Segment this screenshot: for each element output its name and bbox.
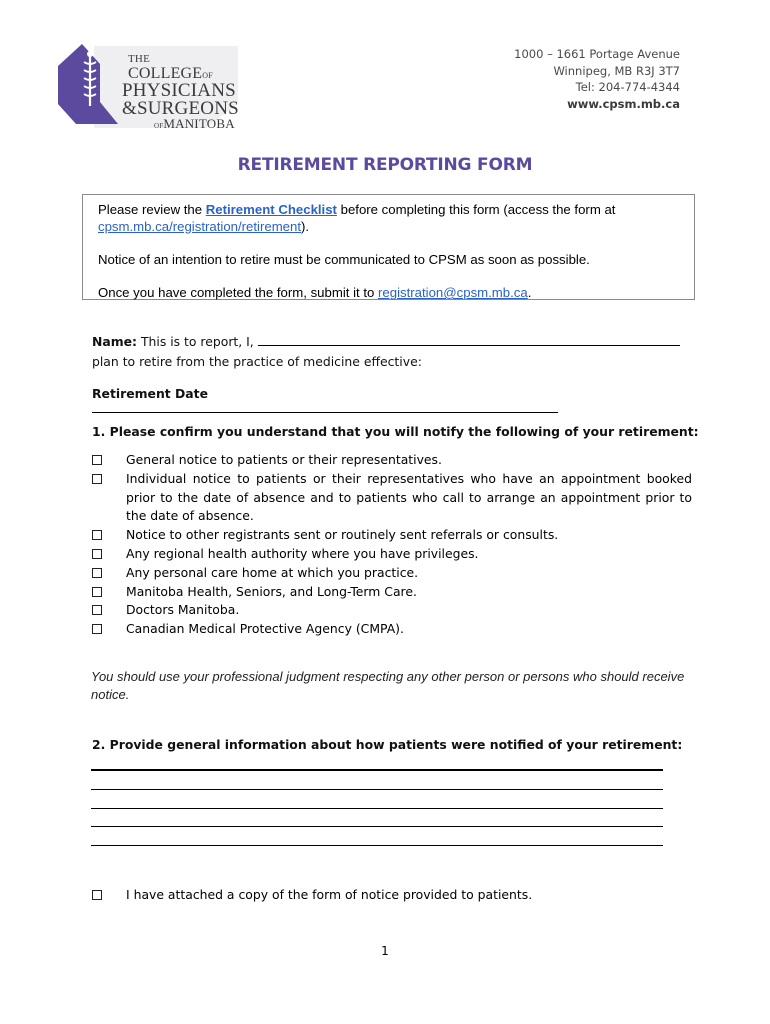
instructions-paragraph-1 (98, 201, 680, 235)
answer-line (91, 789, 663, 808)
checkbox[interactable] (92, 587, 102, 597)
name-field[interactable] (258, 334, 680, 346)
attachment-checkbox[interactable] (92, 890, 102, 900)
list-item-text: Individual notice to patients or their representatives who have an appointment booked prior to the date of absence and to patients who call to arrange an appointment prior to the date of absence. (126, 470, 692, 524)
instructions-paragraph-2: Notice of an intention to retire must be communicated to CPSM as soon as possible. (98, 252, 590, 267)
instructions-box (82, 194, 695, 300)
logo-surgeons: &SURGEONS (122, 98, 239, 119)
notification-checklist (92, 451, 692, 639)
attachment-text: I have attached a copy of the form of notice provided to patients. (126, 887, 533, 902)
answer-line (91, 808, 663, 827)
instructions-text: Please review the (98, 202, 206, 217)
notification-details-field[interactable] (91, 769, 663, 864)
address-website[interactable]: www.cpsm.mb.ca (567, 96, 680, 111)
list-item-text: Manitoba Health, Seniors, and Long-Term Care. (126, 583, 417, 599)
answer-line (91, 845, 663, 864)
address-line-2: Winnipeg, MB R3J 3T7 (553, 63, 680, 78)
retire-statement: plan to retire from the practice of medicine effective: (92, 354, 422, 369)
address-line-1: 1000 – 1661 Portage Avenue (514, 47, 680, 61)
logo-the: THE (128, 53, 150, 65)
checkbox[interactable] (92, 530, 102, 540)
attachment-confirmation (92, 886, 706, 905)
retirement-date-row (92, 386, 672, 416)
list-item-text: General notice to patients or their representatives. (126, 452, 442, 467)
instructions-text: before completing this form (access the form at (336, 202, 616, 217)
name-label: Name: (92, 334, 138, 349)
checkbox[interactable] (92, 455, 102, 465)
list-item (92, 601, 692, 620)
logo-of-2: OF (154, 122, 164, 130)
question-1-heading: 1. Please confirm you understand that you will notify the following of your retirement: (92, 424, 699, 439)
checkbox[interactable] (92, 549, 102, 559)
checkbox[interactable] (92, 568, 102, 578)
retirement-date-label: Retirement Date (92, 386, 208, 401)
list-item-text: Any personal care home at which you practice. (126, 564, 419, 580)
retirement-checklist-link[interactable]: Retirement Checklist (205, 202, 337, 217)
checkbox[interactable] (92, 474, 102, 484)
list-item (92, 564, 692, 583)
registration-email-link[interactable]: registration@cpsm.mb.ca (378, 285, 528, 300)
instructions-text: . (527, 285, 532, 300)
address-phone: Tel: 204-774-4344 (575, 80, 680, 94)
list-item-text: Any regional health authority where you have privileges. (126, 545, 479, 561)
page-title: RETIREMENT REPORTING FORM (237, 155, 533, 175)
instructions-text: Once you have completed the form, submit it to (98, 285, 379, 300)
instructions-paragraph-3 (98, 284, 680, 301)
list-item (92, 545, 692, 564)
list-item-text: Canadian Medical Protective Agency (CMPA). (126, 621, 404, 637)
checkbox[interactable] (92, 605, 102, 615)
list-item (92, 470, 692, 526)
logo-college: COLLEGE (128, 65, 203, 82)
name-text: This is to report, I, (137, 334, 258, 349)
list-item (92, 620, 692, 639)
list-item-text: Notice to other registrants sent or routinely sent referrals or consults. (126, 527, 559, 543)
address-block (514, 46, 680, 112)
cpsm-logo (56, 44, 246, 130)
logo-physicians: PHYSICIANS (122, 80, 236, 101)
checkbox[interactable] (92, 624, 102, 634)
retirement-form-url-link[interactable]: cpsm.mb.ca/registration/retirement (98, 219, 302, 234)
answer-line (91, 770, 663, 789)
list-item-text: Doctors Manitoba. (126, 602, 240, 618)
answer-line (91, 826, 663, 845)
list-item (92, 451, 692, 470)
instructions-text: ). (301, 219, 310, 234)
page-number: 1 (381, 944, 389, 958)
list-item (92, 526, 692, 545)
logo-manitoba: MANITOBA (163, 116, 235, 131)
question-2-heading: 2. Provide general information about how patients were notified of your retirement: (92, 737, 683, 752)
name-row (92, 334, 682, 349)
professional-judgment-note: You should use your professional judgment respecting any other person or persons who should receive notice. (91, 669, 685, 702)
logo-of: OF (202, 71, 213, 80)
list-item (92, 583, 692, 602)
retirement-date-field[interactable] (92, 401, 558, 413)
